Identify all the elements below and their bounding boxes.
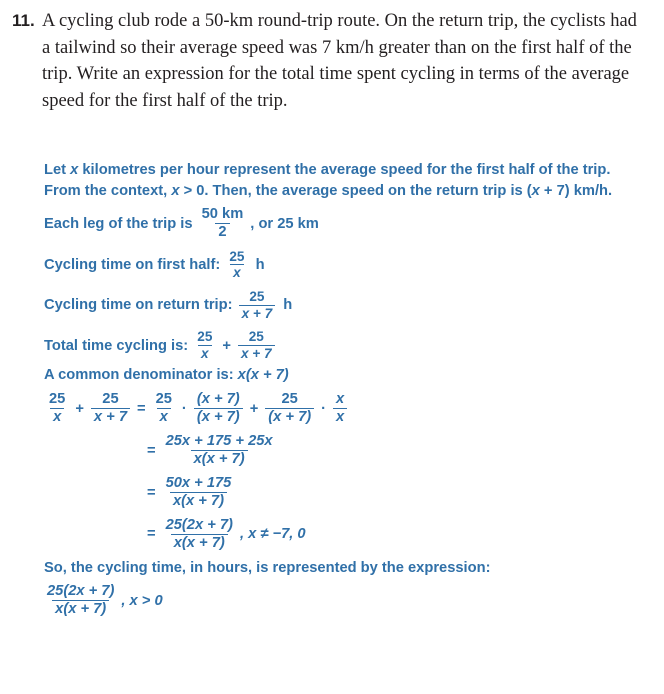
first-half-numerator: 25 [229, 248, 245, 264]
total-time-f2-denominator: x + 7 [238, 345, 275, 362]
w1-f2-denominator: x + 7 [91, 408, 130, 426]
w1-f6-denominator: x [333, 408, 347, 426]
first-half-tail: h [251, 257, 265, 274]
w1-operator-1: + [75, 401, 84, 417]
w1-f3-denominator: x [157, 408, 171, 426]
each-leg-fraction [199, 207, 247, 241]
total-time-f1-denominator: x [198, 345, 212, 362]
intro-text-c: > 0. Then, the average speed on the return trip is ( [179, 182, 532, 199]
final-answer-numerator: 25(2x + 7) [47, 583, 115, 600]
w2-numerator: 25x + 175 + 25x [165, 433, 273, 450]
return-trip-time-line [44, 290, 644, 321]
intro-text-a: Let [44, 162, 71, 178]
conclusion-text: So, the cycling time, in hours, is represented by the expression: [44, 560, 491, 577]
w1-f3-numerator: 25 [155, 391, 172, 408]
return-trip-denominator: x + 7 [239, 305, 276, 322]
w3-equals: = [147, 484, 156, 501]
w1-fraction-6 [333, 392, 347, 426]
each-leg-denominator: 2 [215, 223, 229, 241]
w1-f1-numerator: 25 [49, 391, 66, 408]
final-answer-denominator: x(x + 7) [52, 600, 109, 618]
work-line-2 [44, 434, 644, 468]
w1-multiply-dot-1: · [181, 401, 187, 417]
w1-fraction-4 [194, 392, 243, 426]
each-leg-tail: , or 25 km [250, 215, 319, 232]
intro-variable-1: x [70, 162, 79, 178]
common-denominator-line [44, 368, 644, 383]
w4-equals: = [147, 526, 156, 543]
return-trip-tail: h [279, 297, 293, 314]
total-time-f1-numerator: 25 [197, 329, 213, 345]
first-half-time-line [44, 250, 644, 281]
first-half-label: Cycling time on first half: [44, 257, 225, 274]
solution-intro-paragraph [44, 160, 644, 201]
total-time-line [44, 330, 644, 361]
total-time-f2-numerator: 25 [248, 329, 264, 345]
total-time-fraction-2 [238, 330, 275, 361]
intro-text-b: kilometres per hour represent the average speed for the first half of the trip. From the context, [44, 162, 611, 199]
each-leg-numerator: 50 km [201, 206, 244, 222]
intro-text-d: + 7) km/h. [539, 182, 613, 199]
work-line-3 [44, 476, 644, 510]
intro-variable-2: x [171, 182, 180, 199]
w1-operator-2: + [249, 401, 259, 417]
final-answer-fraction [44, 584, 117, 618]
w4-numerator: 25(2x + 7) [165, 516, 233, 533]
w2-denominator: x(x + 7) [191, 450, 248, 468]
each-leg-line [44, 207, 644, 241]
w1-f1-denominator: x [50, 408, 64, 426]
work-line-1 [44, 392, 644, 426]
question-number: 11. [12, 11, 35, 30]
w1-fraction-1 [46, 392, 68, 426]
w2-equals: = [147, 442, 156, 459]
w4-restriction: , x ≠ −7, 0 [239, 526, 306, 543]
w4-fraction [163, 518, 236, 552]
w4-denominator: x(x + 7) [171, 534, 228, 552]
first-half-denominator: x [230, 264, 244, 281]
return-trip-numerator: 25 [249, 289, 265, 305]
w1-f4-denominator: (x + 7) [194, 408, 243, 426]
w2-fraction [163, 434, 276, 468]
w1-f4-numerator: (x + 7) [196, 391, 240, 408]
w1-fraction-5 [265, 392, 314, 426]
w1-fraction-3 [153, 392, 175, 426]
conclusion-line [44, 561, 644, 576]
intro-variable-3: x [531, 182, 540, 199]
w1-equals: = [137, 401, 146, 417]
total-time-fraction-1 [194, 330, 215, 361]
w1-fraction-2 [91, 392, 130, 426]
w1-f2-numerator: 25 [102, 391, 119, 408]
w3-fraction [163, 476, 235, 510]
return-trip-label: Cycling time on return trip: [44, 297, 237, 314]
final-answer-restriction: , x > 0 [121, 592, 163, 609]
w3-numerator: 50x + 175 [165, 474, 232, 491]
w1-f5-numerator: 25 [281, 391, 298, 408]
each-leg-label: Each leg of the trip is [44, 215, 197, 232]
solution-block [44, 160, 644, 618]
question-text: A cycling club rode a 50-km round-trip route. On the return trip, the cyclists had a tailwind so their average speed was 7 km/h greater than on the first half of the trip. Write an expression for the total time spent cycling in terms of the average speed for the first half of the trip. [42, 11, 637, 111]
question-block [12, 8, 652, 114]
common-denominator-value: x(x + 7) [237, 366, 289, 383]
return-trip-fraction [239, 290, 276, 321]
work-line-4 [44, 518, 644, 552]
total-time-label: Total time cycling is: [44, 337, 193, 354]
w1-multiply-dot-2: · [321, 401, 327, 417]
w1-f5-denominator: (x + 7) [265, 408, 314, 426]
first-half-fraction [226, 250, 247, 281]
w3-denominator: x(x + 7) [170, 492, 227, 510]
common-denominator-label: A common denominator is: [44, 366, 238, 383]
w1-f6-numerator: x [336, 391, 345, 408]
total-time-operator: + [222, 337, 231, 354]
final-answer-line [44, 584, 644, 618]
